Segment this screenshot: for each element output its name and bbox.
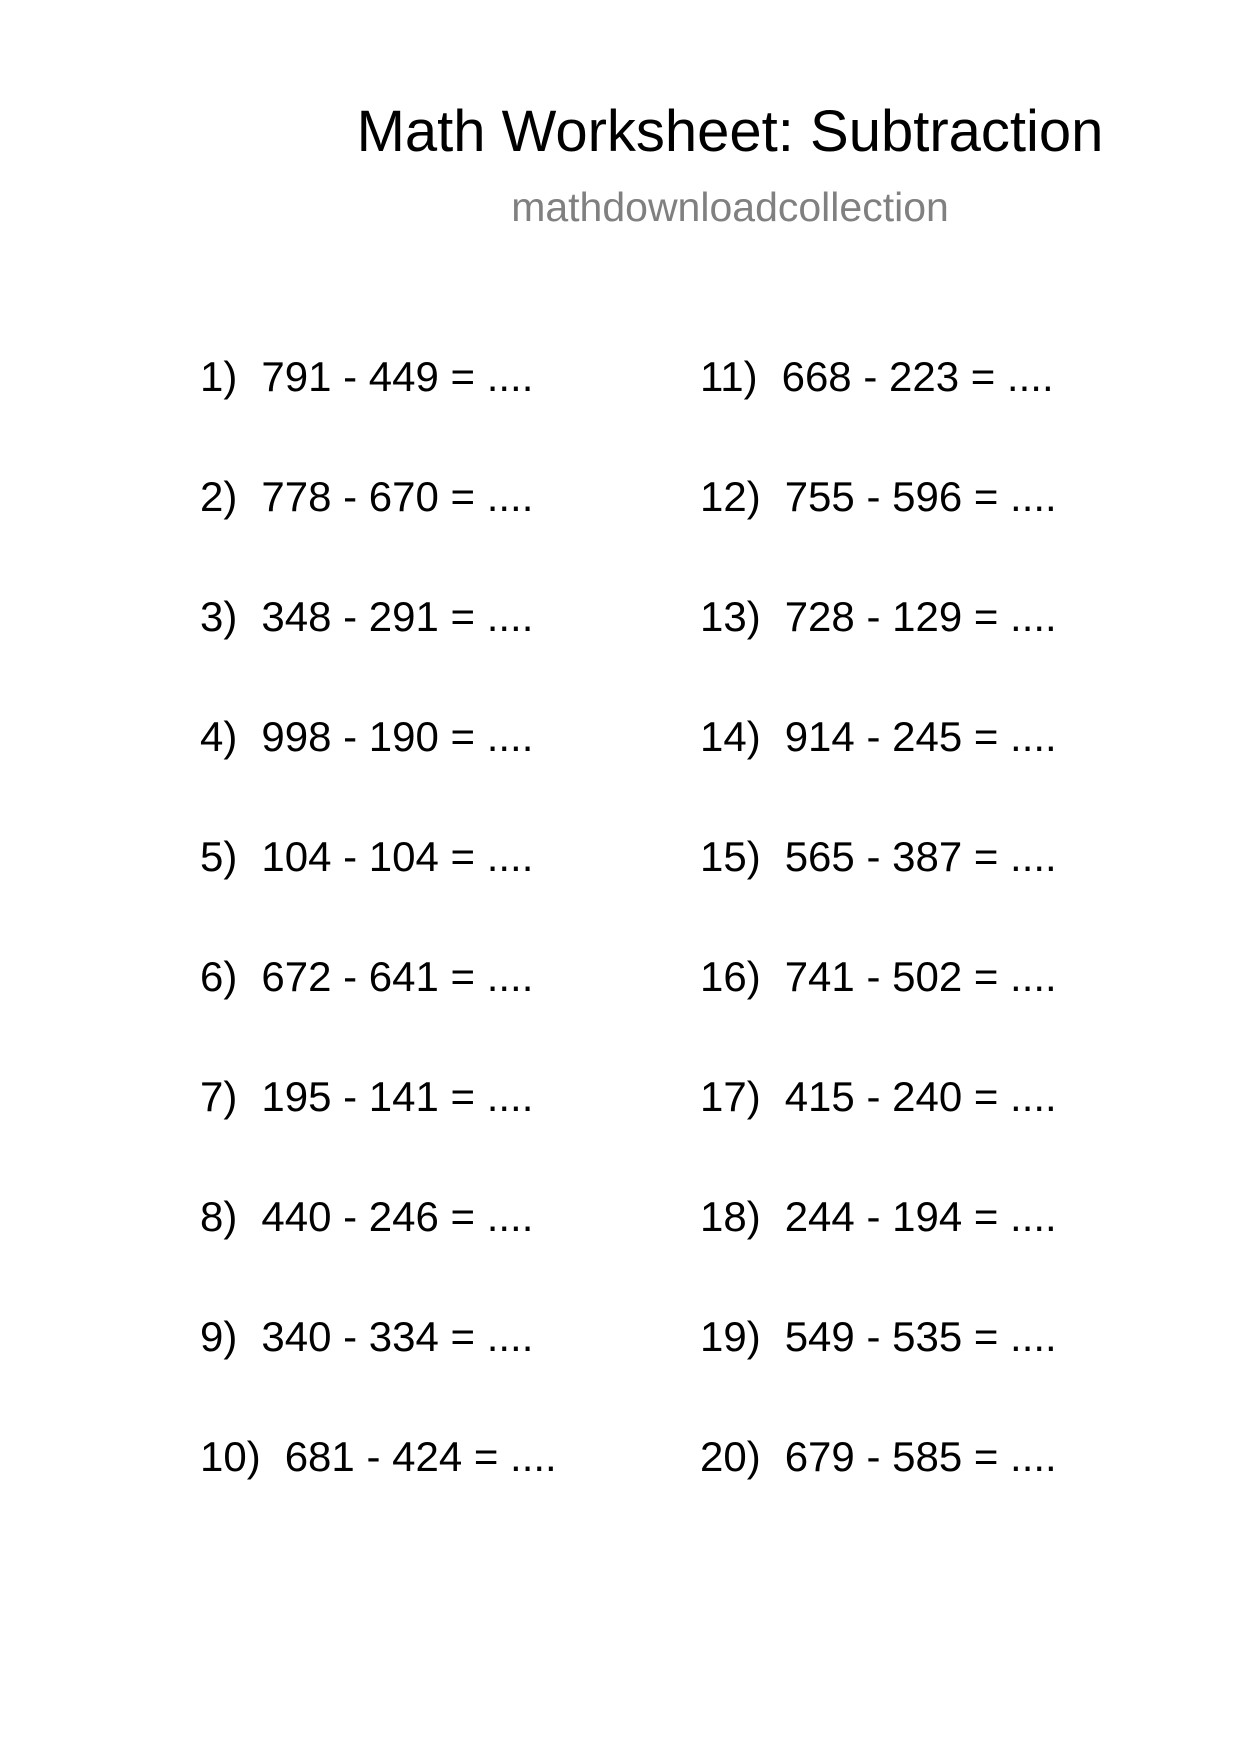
problem-expression: 340 - 334 = .... bbox=[261, 1313, 534, 1360]
problem-number: 4) bbox=[200, 713, 238, 760]
problem-expression: 778 - 670 = .... bbox=[261, 473, 534, 520]
problem-number: 13) bbox=[700, 593, 761, 640]
problem-7 bbox=[200, 1072, 533, 1122]
worksheet-subtitle: mathdownloadcollection bbox=[511, 184, 949, 230]
problem-number: 6) bbox=[200, 953, 238, 1000]
problem-expression: 681 - 424 = .... bbox=[284, 1433, 557, 1480]
problem-expression: 104 - 104 = .... bbox=[261, 833, 534, 880]
problem-number: 11) bbox=[700, 353, 758, 400]
problem-16 bbox=[700, 952, 1057, 1002]
problem-number: 1) bbox=[200, 353, 238, 400]
problem-18 bbox=[700, 1192, 1057, 1242]
problem-4 bbox=[200, 712, 533, 762]
problem-6 bbox=[200, 952, 533, 1002]
problem-expression: 741 - 502 = .... bbox=[784, 953, 1057, 1000]
problem-number: 9) bbox=[200, 1313, 238, 1360]
problem-expression: 549 - 535 = .... bbox=[784, 1313, 1057, 1360]
problem-number: 19) bbox=[700, 1313, 761, 1360]
problem-13 bbox=[700, 592, 1057, 642]
problem-number: 16) bbox=[700, 953, 761, 1000]
problem-8 bbox=[200, 1192, 533, 1242]
problem-expression: 914 - 245 = .... bbox=[784, 713, 1057, 760]
problem-number: 7) bbox=[200, 1073, 238, 1120]
problem-expression: 415 - 240 = .... bbox=[784, 1073, 1057, 1120]
worksheet-title: Math Worksheet: Subtraction bbox=[356, 99, 1104, 164]
problem-expression: 565 - 387 = .... bbox=[784, 833, 1057, 880]
problem-number: 12) bbox=[700, 473, 761, 520]
problem-expression: 679 - 585 = .... bbox=[784, 1433, 1057, 1480]
problem-number: 10) bbox=[200, 1433, 261, 1480]
problem-number: 3) bbox=[200, 593, 238, 640]
problem-number: 18) bbox=[700, 1193, 761, 1240]
problem-expression: 195 - 141 = .... bbox=[261, 1073, 534, 1120]
problem-number: 8) bbox=[200, 1193, 238, 1240]
problem-1 bbox=[200, 352, 533, 402]
problem-number: 14) bbox=[700, 713, 761, 760]
problem-expression: 244 - 194 = .... bbox=[784, 1193, 1057, 1240]
problem-5 bbox=[200, 832, 533, 882]
problem-11 bbox=[700, 352, 1054, 402]
problem-14 bbox=[700, 712, 1057, 762]
problem-expression: 755 - 596 = .... bbox=[784, 473, 1057, 520]
problem-expression: 998 - 190 = .... bbox=[261, 713, 534, 760]
problem-expression: 728 - 129 = .... bbox=[784, 593, 1057, 640]
problem-2 bbox=[200, 472, 533, 522]
problem-expression: 440 - 246 = .... bbox=[261, 1193, 534, 1240]
problem-number: 20) bbox=[700, 1433, 761, 1480]
problem-expression: 791 - 449 = .... bbox=[261, 353, 534, 400]
problem-number: 2) bbox=[200, 473, 238, 520]
problem-20 bbox=[700, 1432, 1057, 1482]
problem-number: 5) bbox=[200, 833, 238, 880]
problem-19 bbox=[700, 1312, 1057, 1362]
problem-9 bbox=[200, 1312, 533, 1362]
problem-12 bbox=[700, 472, 1057, 522]
problem-expression: 668 - 223 = .... bbox=[781, 353, 1054, 400]
problem-3 bbox=[200, 592, 533, 642]
problem-17 bbox=[700, 1072, 1057, 1122]
problem-number: 17) bbox=[700, 1073, 761, 1120]
problem-expression: 672 - 641 = .... bbox=[261, 953, 534, 1000]
problem-expression: 348 - 291 = .... bbox=[261, 593, 534, 640]
problem-15 bbox=[700, 832, 1057, 882]
problem-10 bbox=[200, 1432, 557, 1482]
problem-number: 15) bbox=[700, 833, 761, 880]
